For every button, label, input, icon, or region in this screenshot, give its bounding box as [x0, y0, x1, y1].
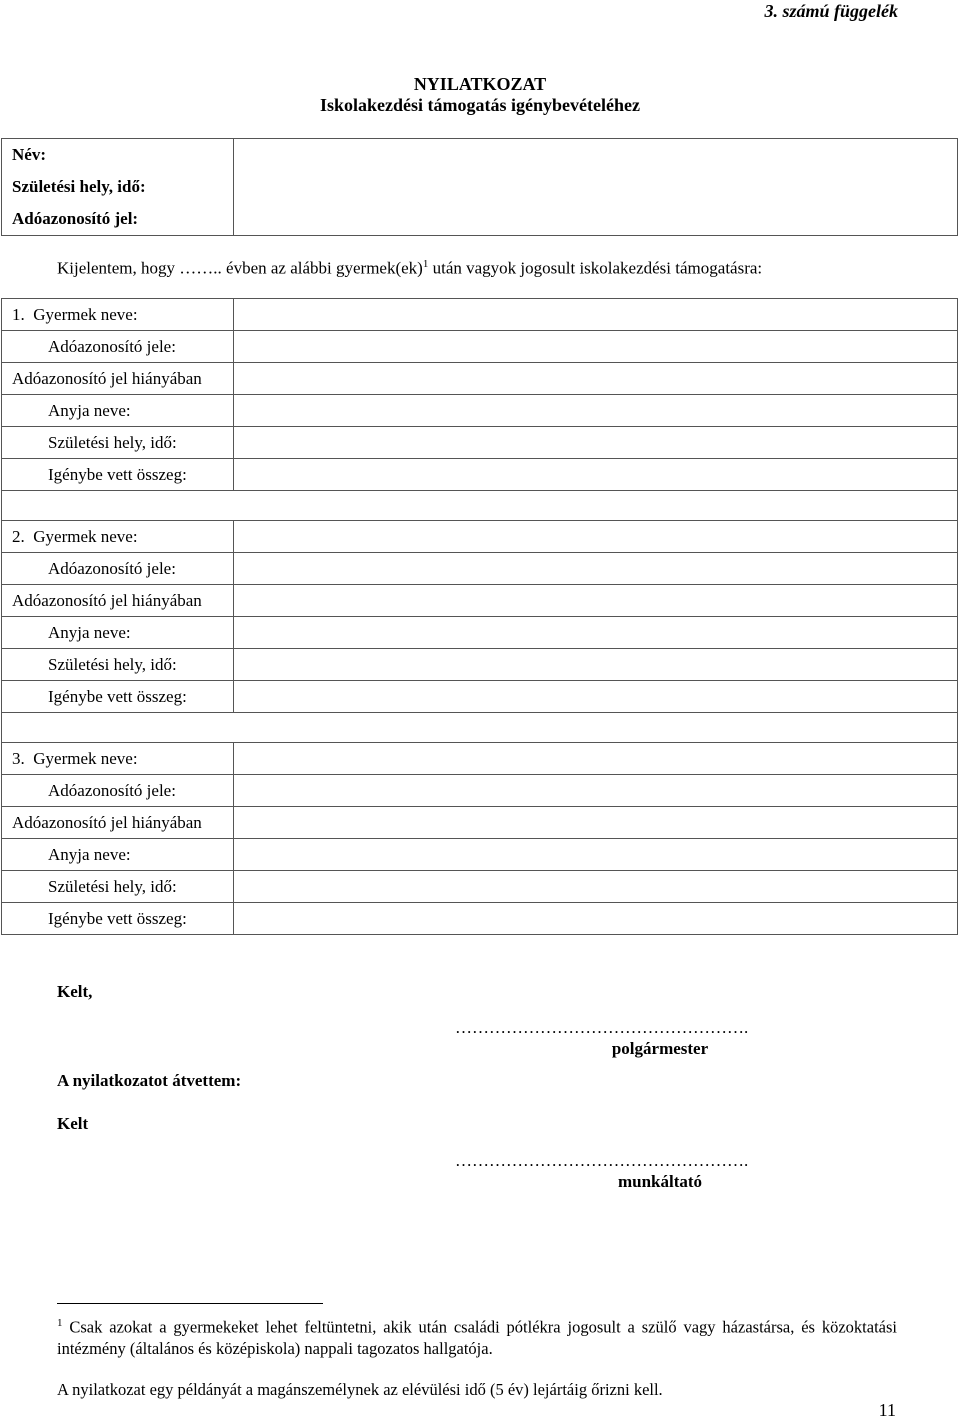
child-3-mother-field[interactable] — [234, 839, 958, 871]
employer-label: munkáltató — [617, 1172, 703, 1191]
footnote-text: Csak azokat a gyermekeket lehet feltüntetni, akik után családi pótlékra jogosult a szülő vagy házastársa, és közoktatási intézmény (általános és középiskola) nappali tagozatos hallgatója. — [57, 1317, 897, 1358]
children-table — [1, 298, 958, 935]
child-3-amount-field[interactable] — [234, 903, 958, 935]
child-1-name-text: Gyermek neve: — [33, 304, 138, 324]
child-1-taxid-label: Adóazonosító jele: — [2, 331, 234, 363]
child-3-birth-label: Születési hely, idő: — [2, 871, 234, 903]
child-1-missing-label: Adóazonosító jel hiányában — [2, 363, 234, 395]
document-title: NYILATKOZAT — [413, 74, 547, 94]
child-3-name-field[interactable] — [234, 743, 958, 775]
declaration-middle: évben az alábbi gyermek(ek) — [221, 258, 423, 278]
child-2-birth-field[interactable] — [234, 649, 958, 681]
child-2-missing-field[interactable] — [234, 585, 958, 617]
child-1-missing-field[interactable] — [234, 363, 958, 395]
child-1-name-field[interactable] — [234, 299, 958, 331]
child-3-amount-label: Igénybe vett összeg: — [2, 903, 234, 935]
child-1-amount-label: Igénybe vett összeg: — [2, 459, 234, 491]
child-2-taxid-label: Adóazonosító jele: — [2, 553, 234, 585]
birth-label: Születési hely, idő: — [2, 171, 234, 203]
child-2-mother-field[interactable] — [234, 617, 958, 649]
footnote — [57, 1313, 897, 1359]
child-2-taxid-field[interactable] — [234, 553, 958, 585]
mayor-label: polgármester — [611, 1039, 709, 1058]
child-3-missing-label: Adóazonosító jel hiányában — [2, 807, 234, 839]
document-subtitle: Iskolakezdési támogatás igénybevételéhez — [320, 95, 640, 115]
retention-note: A nyilatkozat egy példányát a magánszemélynek az elévülési idő (5 év) lejártáig őrizni kell. — [57, 1380, 663, 1399]
child-2-amount-label: Igénybe vett összeg: — [2, 681, 234, 713]
kelt-label-2: Kelt — [57, 1114, 89, 1133]
child-3-number: 3. — [12, 748, 25, 768]
child-2-name-label — [2, 521, 234, 553]
child-2-number: 2. — [12, 526, 25, 546]
child-1-taxid-field[interactable] — [234, 331, 958, 363]
separator-row — [2, 491, 958, 521]
footnote-mark: 1 — [57, 1317, 63, 1329]
footnote-rule — [57, 1303, 323, 1304]
child-3-taxid-label: Adóazonosító jele: — [2, 775, 234, 807]
declaration-before: Kijelentem, hogy …….. — [57, 258, 222, 278]
declaration-text — [57, 258, 762, 279]
personal-data-field[interactable] — [234, 139, 958, 236]
child-1-mother-field[interactable] — [234, 395, 958, 427]
appendix-label: 3. számú függelék — [764, 1, 898, 21]
signature-line-mayor[interactable]: ……………………………………………. — [455, 1018, 749, 1037]
child-2-birth-label: Születési hely, idő: — [2, 649, 234, 681]
child-3-taxid-field[interactable] — [234, 775, 958, 807]
footnote-ref: 1 — [422, 258, 429, 270]
declaration-after: után vagyok jogosult iskolakezdési támogatásra: — [428, 258, 763, 278]
child-1-birth-label: Születési hely, idő: — [2, 427, 234, 459]
signature-line-employer[interactable]: ……………………………………………. — [455, 1151, 749, 1170]
child-2-mother-label: Anyja neve: — [2, 617, 234, 649]
child-3-missing-field[interactable] — [234, 807, 958, 839]
child-3-mother-label: Anyja neve: — [2, 839, 234, 871]
child-1-mother-label: Anyja neve: — [2, 395, 234, 427]
received-label: A nyilatkozatot átvettem: — [57, 1071, 242, 1090]
name-label: Név: — [2, 139, 234, 172]
personal-data-table — [1, 138, 958, 236]
child-3-name-label — [2, 743, 234, 775]
kelt-label-1: Kelt, — [57, 982, 93, 1001]
separator-row — [2, 713, 958, 743]
taxid-label: Adóazonosító jel: — [2, 203, 234, 236]
child-2-name-field[interactable] — [234, 521, 958, 553]
child-2-amount-field[interactable] — [234, 681, 958, 713]
child-2-missing-label: Adóazonosító jel hiányában — [2, 585, 234, 617]
page-number: 11 — [878, 1400, 896, 1420]
child-2-name-text: Gyermek neve: — [33, 526, 138, 546]
child-3-name-text: Gyermek neve: — [33, 748, 138, 768]
child-1-number: 1. — [12, 304, 25, 324]
child-1-name-label — [2, 299, 234, 331]
child-1-amount-field[interactable] — [234, 459, 958, 491]
child-3-birth-field[interactable] — [234, 871, 958, 903]
child-1-birth-field[interactable] — [234, 427, 958, 459]
